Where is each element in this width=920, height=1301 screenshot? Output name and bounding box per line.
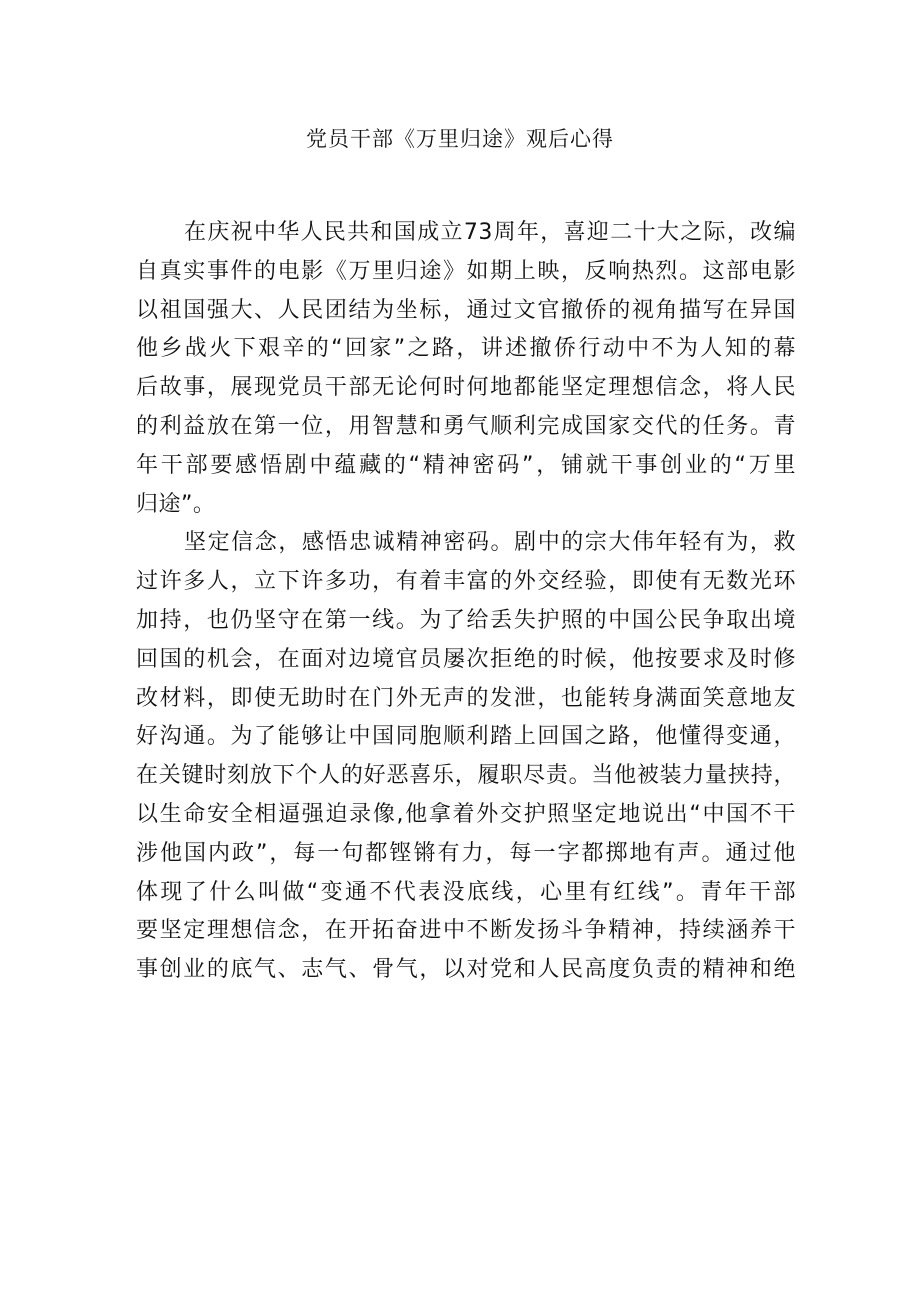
paragraph-2-line-9: 涉他国内政”，每一句都铿锵有力，每一字都掷地有声。通过他 <box>136 840 796 866</box>
paragraph-2-line-11: 要坚定理想信念，在开拓奋进中不断发扬斗争精神，持续涵养干 <box>136 918 796 944</box>
paragraph-1-line-5: 后故事，展现党员干部无论何时何地都能坚定理想信念，将人民 <box>136 375 796 401</box>
paragraph-2-line-6: 好沟通。为了能够让中国同胞顺利踏上回国之路，他懂得变通， <box>136 724 796 750</box>
paragraph-2-line-2: 过许多人，立下许多功，有着丰富的外交经验，即使有无数光环 <box>136 569 796 595</box>
paragraph-2-line-12: 事创业的底气、志气、骨气，以对党和人民高度负责的精神和绝 <box>136 957 796 983</box>
paragraph-2-line-3: 加持，也仍坚守在第一线。为了给丢失护照的中国公民争取出境 <box>136 607 796 633</box>
paragraph-1-line-1: 在庆祝中华人民共和国成立73周年，喜迎二十大之际，改编 <box>184 220 796 245</box>
paragraph-1-line-7: 年干部要感悟剧中蕴藏的“精神密码”，铺就干事创业的“万里 <box>136 452 796 478</box>
document-body <box>136 214 796 990</box>
paragraph-2-line-1: 坚定信念，感悟忠诚精神密码。剧中的宗大伟年轻有为，救 <box>184 530 796 556</box>
paragraph-1-line-8: 归途”。 <box>136 491 216 517</box>
paragraph-1-line-2: 自真实事件的电影《万里归途》如期上映，反响热烈。这部电影 <box>136 258 796 284</box>
paragraph-2-line-10: 体现了什么叫做“变通不代表没底线，心里有红线”。青年干部 <box>136 879 797 905</box>
paragraph-2-line-4: 回国的机会，在面对边境官员屡次拒绝的时候，他按要求及时修 <box>136 646 796 672</box>
paragraph-2-line-8: 以生命安全相逼强迫录像,他拿着外交护照坚定地说出“中国不干 <box>136 801 796 827</box>
paragraph-1-line-6: 的利益放在第一位，用智慧和勇气顺利完成国家交代的任务。青 <box>136 413 796 439</box>
paragraph-1-line-4: 他乡战火下艰辛的“回家”之路，讲述撤侨行动中不为人知的幕 <box>136 336 797 362</box>
document-title: 党员干部《万里归途》观后心得 <box>306 127 614 151</box>
paragraph-2-line-5: 改材料，即使无助时在门外无声的发泄，也能转身满面笑意地友 <box>136 685 796 711</box>
paragraph-1-line-3: 以祖国强大、人民团结为坐标，通过文官撤侨的视角描写在异国 <box>136 297 796 323</box>
paragraph-2-line-7: 在关键时刻放下个人的好恶喜乐，履职尽责。当他被装力量挟持， <box>136 763 796 789</box>
